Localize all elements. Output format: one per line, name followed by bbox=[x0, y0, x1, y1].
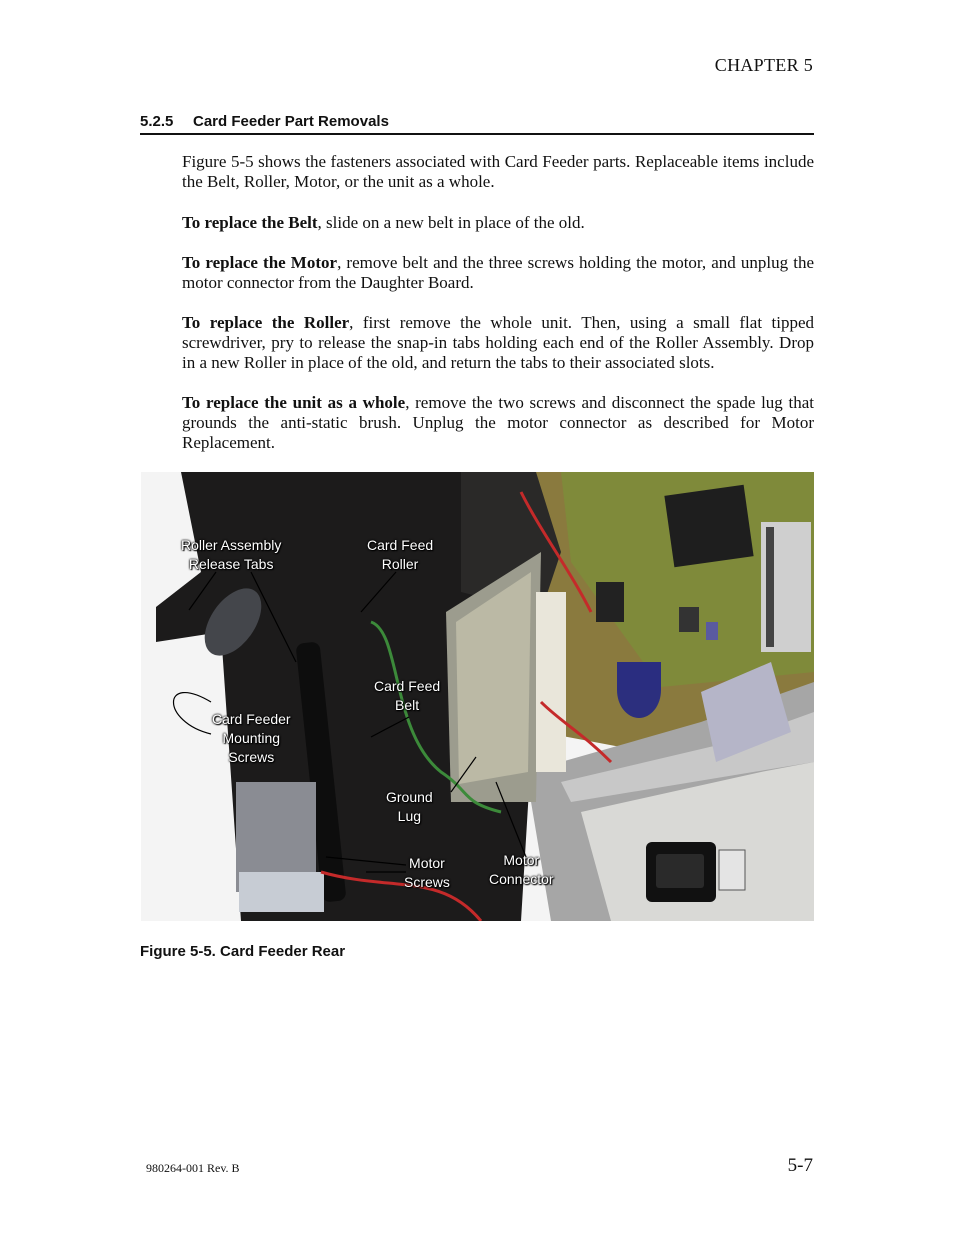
mounting-screws-line1: Card Feeder bbox=[212, 711, 291, 727]
ground-lug-line2: Lug bbox=[397, 808, 422, 824]
ground-lug-callout bbox=[386, 788, 433, 826]
mounting-screws-callout bbox=[212, 710, 291, 767]
motor-screws-line1: Motor bbox=[409, 855, 445, 871]
belt-paragraph bbox=[182, 213, 814, 233]
motor-screws-line2: Screws bbox=[404, 874, 450, 890]
roller-text: , first remove the whole unit. Then, using a small flat tipped screwdriver, pry to release the snap-in tabs holding each end of the Roller Assembly. Drop in a new Roller in place of the old, and return the tabs to their associated slots. bbox=[182, 313, 814, 372]
ground-lug-line1: Ground bbox=[386, 789, 433, 805]
belt-lead: To replace the Belt bbox=[182, 213, 318, 232]
section-title: Card Feeder Part Removals bbox=[193, 113, 389, 130]
roller-paragraph bbox=[182, 313, 814, 373]
roller-assembly-line1: Roller Assembly bbox=[181, 537, 282, 553]
document-number: 980264-001 Rev. B bbox=[146, 1161, 240, 1175]
belt-text: , slide on a new belt in place of the old. bbox=[317, 213, 585, 232]
section-number: 5.2.5 bbox=[140, 113, 174, 130]
card-feed-roller-callout bbox=[367, 536, 433, 574]
motor-connector-callout bbox=[489, 851, 554, 889]
card-feed-belt-line1: Card Feed bbox=[374, 678, 441, 694]
roller-assembly-callout bbox=[181, 536, 281, 574]
unit-paragraph bbox=[182, 393, 814, 453]
unit-text: , remove the two screws and disconnect the spade lug that grounds the anti-static brush. Unplug the motor connector as described for Motor Replacement. bbox=[182, 393, 815, 452]
mounting-screws-line2: Mounting bbox=[222, 730, 281, 746]
card-feed-roller-line2: Roller bbox=[381, 556, 419, 572]
roller-lead: To replace the Roller bbox=[182, 313, 350, 332]
card-feed-belt-callout bbox=[374, 677, 440, 715]
motor-paragraph bbox=[182, 253, 814, 293]
motor-lead: To replace the Motor bbox=[182, 253, 338, 272]
chapter-header: CHAPTER 5 bbox=[714, 55, 813, 75]
card-feed-roller-line1: Card Feed bbox=[367, 537, 434, 553]
motor-text: , remove belt and the three screws holding the motor, and unplug the motor connector from the Daughter Board. bbox=[182, 253, 814, 292]
mounting-screws-line3: Screws bbox=[228, 749, 275, 765]
card-feeder-photo bbox=[141, 472, 814, 921]
unit-lead: To replace the unit as a whole bbox=[182, 393, 406, 412]
motor-screws-callout bbox=[404, 854, 450, 892]
intro-text: Figure 5-5 shows the fasteners associated with Card Feeder parts. Replaceable items include the Belt, Roller, Motor, or the unit as a whole. bbox=[182, 152, 814, 191]
section-heading bbox=[140, 113, 814, 135]
roller-assembly-line2: Release Tabs bbox=[188, 556, 274, 572]
motor-connector-line1: Motor bbox=[503, 852, 540, 868]
figure-caption: Figure 5-5. Card Feeder Rear bbox=[140, 943, 346, 960]
intro-paragraph bbox=[182, 152, 814, 192]
card-feed-belt-line2: Belt bbox=[395, 697, 420, 713]
page-number: 5-7 bbox=[787, 1155, 813, 1176]
motor-connector-line2: Connector bbox=[489, 871, 554, 887]
